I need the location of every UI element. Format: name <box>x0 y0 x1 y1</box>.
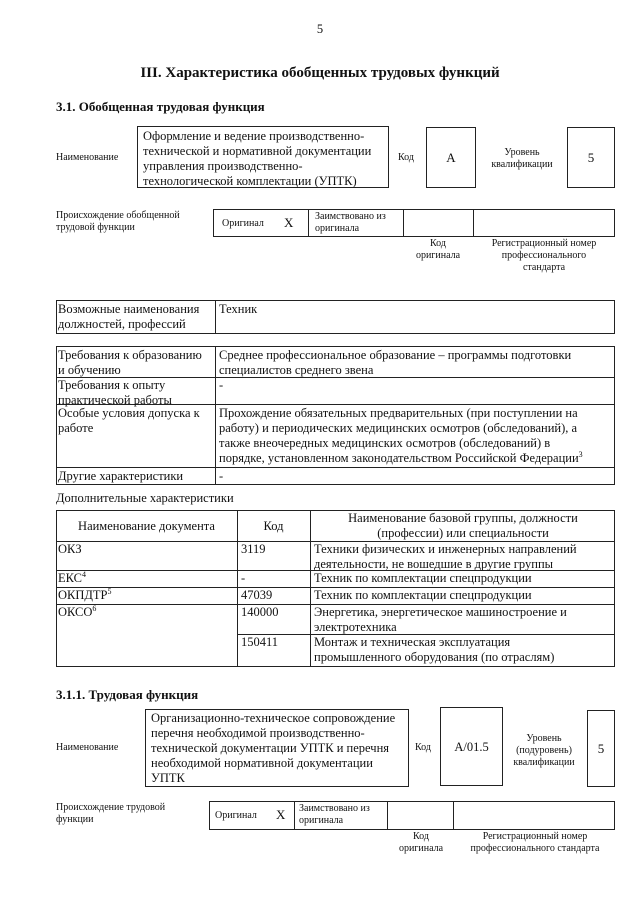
gtf-original-mark: X <box>284 215 294 230</box>
tf-name-value: Организационно-техническое сопровождение перечня необходимой производственно- технической документации УПТК и перечня необходимой нормативной документации УПТК <box>151 711 396 785</box>
req-admission-value <box>219 406 614 466</box>
gtf-original-label: Оригинал <box>222 218 264 229</box>
tf-original-mark: X <box>276 807 286 822</box>
additional-header-name: Наименование базовой группы, должности (профессии) или специальности <box>348 511 578 540</box>
gtf-origin-divider-2 <box>403 209 404 237</box>
additional-row-name: Техники физических и инженерных направлений деятельности, не вошедшие в другие группы <box>314 542 577 571</box>
additional-row-doc: ОКЗ <box>58 542 82 556</box>
gtf-origin-label: Происхождение обобщенной трудовой функции <box>56 210 180 233</box>
additional-row-name: Энергетика, энергетическое машиностроение и электротехника <box>314 605 567 634</box>
gtf-origin-code-label: Код оригинала <box>415 238 461 261</box>
additional-row-code: 140000 <box>241 605 279 619</box>
tf-level-value: 5 <box>597 741 605 756</box>
additional-row-code: 3119 <box>241 542 266 556</box>
additional-title: Дополнительные характеристики <box>56 491 234 505</box>
doc-text: ОКСО <box>58 605 93 619</box>
tf-code-box <box>440 707 503 786</box>
gtf-name-label: Наименование <box>56 152 119 163</box>
additional-header-code: Код <box>263 519 284 533</box>
gtf-origin-divider-3 <box>473 209 474 237</box>
additional-header-doc: Наименование документа <box>78 519 215 533</box>
additional-row-doc <box>58 571 86 586</box>
requirements-row-line-3 <box>56 467 615 468</box>
doc-text: ЕКС <box>58 571 82 585</box>
tf-name-label: Наименование <box>56 742 119 753</box>
additional-row-name: Монтаж и техническая эксплуатация промышленного оборудования (по отраслям) <box>314 635 555 664</box>
gtf-name-box <box>137 126 389 188</box>
req-other-label: Другие характеристики <box>58 469 184 483</box>
gtf-level-label: Уровень квалификации <box>491 147 553 170</box>
footnote-5: 5 <box>107 586 112 596</box>
req-experience-label: Требования к опыту практической работы <box>58 378 172 407</box>
req-admission-text: Прохождение обязательных предварительных (при поступлении на работу) и периодических медицинских осмотров (обследований), а также внеочередных медицинских осмотров (обследований) в порядке, установленном законодательством Российской Федерации <box>219 406 579 465</box>
req-education-label: Требования к образованию и обучению <box>58 348 202 377</box>
tf-origin-divider-3 <box>453 801 454 830</box>
tf-level-label: Уровень (подуровень) квалификации <box>513 733 575 768</box>
req-education-value: Среднее профессиональное образование – программы подготовки специалистов среднего звена <box>219 348 572 377</box>
tf-name-box <box>145 709 409 787</box>
additional-row-name: Техник по комплектации спецпродукции <box>314 571 532 585</box>
doc-text: ОКПДТР <box>58 588 108 602</box>
tf-origin-code-label: Код оригинала <box>398 831 444 854</box>
section-title: III. Характеристика обобщенных трудовых функций <box>140 65 500 81</box>
tf-code-label: Код <box>415 742 431 753</box>
req-experience-value: - <box>219 378 224 392</box>
req-admission-label: Особые условия допуска к работе <box>58 406 200 435</box>
gtf-origin-divider-1 <box>308 209 309 237</box>
tf-code-value: A/01.5 <box>454 740 489 754</box>
footnote-3: 3 <box>578 449 583 459</box>
gtf-origin-table <box>213 209 615 237</box>
additional-row-code: 150411 <box>241 635 279 649</box>
tf-origin-table <box>209 801 615 830</box>
tf-origin-divider-2 <box>387 801 388 830</box>
additional-row-code: - <box>241 571 246 585</box>
additional-row-code: 47039 <box>241 588 273 602</box>
gtf-level-box <box>567 127 615 188</box>
positions-value: Техник <box>219 302 258 316</box>
gtf-reg-number-label: Регистрационный номер профессионального стандарта <box>491 238 597 273</box>
tf-reg-number-label: Регистрационный номер профессионального стандарта <box>470 831 600 854</box>
gtf-code-box <box>426 127 476 188</box>
gtf-level-value: 5 <box>587 150 595 165</box>
footnote-4: 4 <box>82 569 86 579</box>
tf-original-label: Оригинал <box>215 810 257 821</box>
tf-borrowed-label: Заимствовано из оригинала <box>299 803 370 826</box>
gtf-name-value: Оформление и ведение производственно- технической и нормативной документации управления производственно- технологической комплектации (УПТК) <box>143 129 372 188</box>
tf-origin-divider-1 <box>294 801 295 830</box>
additional-row-name: Техник по комплектации спецпродукции <box>314 588 532 602</box>
gtf-heading: 3.1. Обобщенная трудовая функция <box>56 99 265 114</box>
gtf-code-label: Код <box>398 152 414 163</box>
tf-heading: 3.1.1. Трудовая функция <box>56 687 199 702</box>
positions-label: Возможные наименования должностей, профессий <box>58 302 200 331</box>
footnote-6: 6 <box>92 603 97 613</box>
req-other-value: - <box>219 469 224 483</box>
tf-level-box <box>587 710 615 787</box>
additional-row-doc <box>58 605 96 620</box>
gtf-borrowed-label: Заимствовано из оригинала <box>315 211 386 234</box>
tf-origin-label: Происхождение трудовой функции <box>56 802 166 825</box>
additional-row-doc <box>58 588 112 603</box>
page-number: 5 <box>316 22 324 36</box>
gtf-code-value: A <box>446 150 456 165</box>
